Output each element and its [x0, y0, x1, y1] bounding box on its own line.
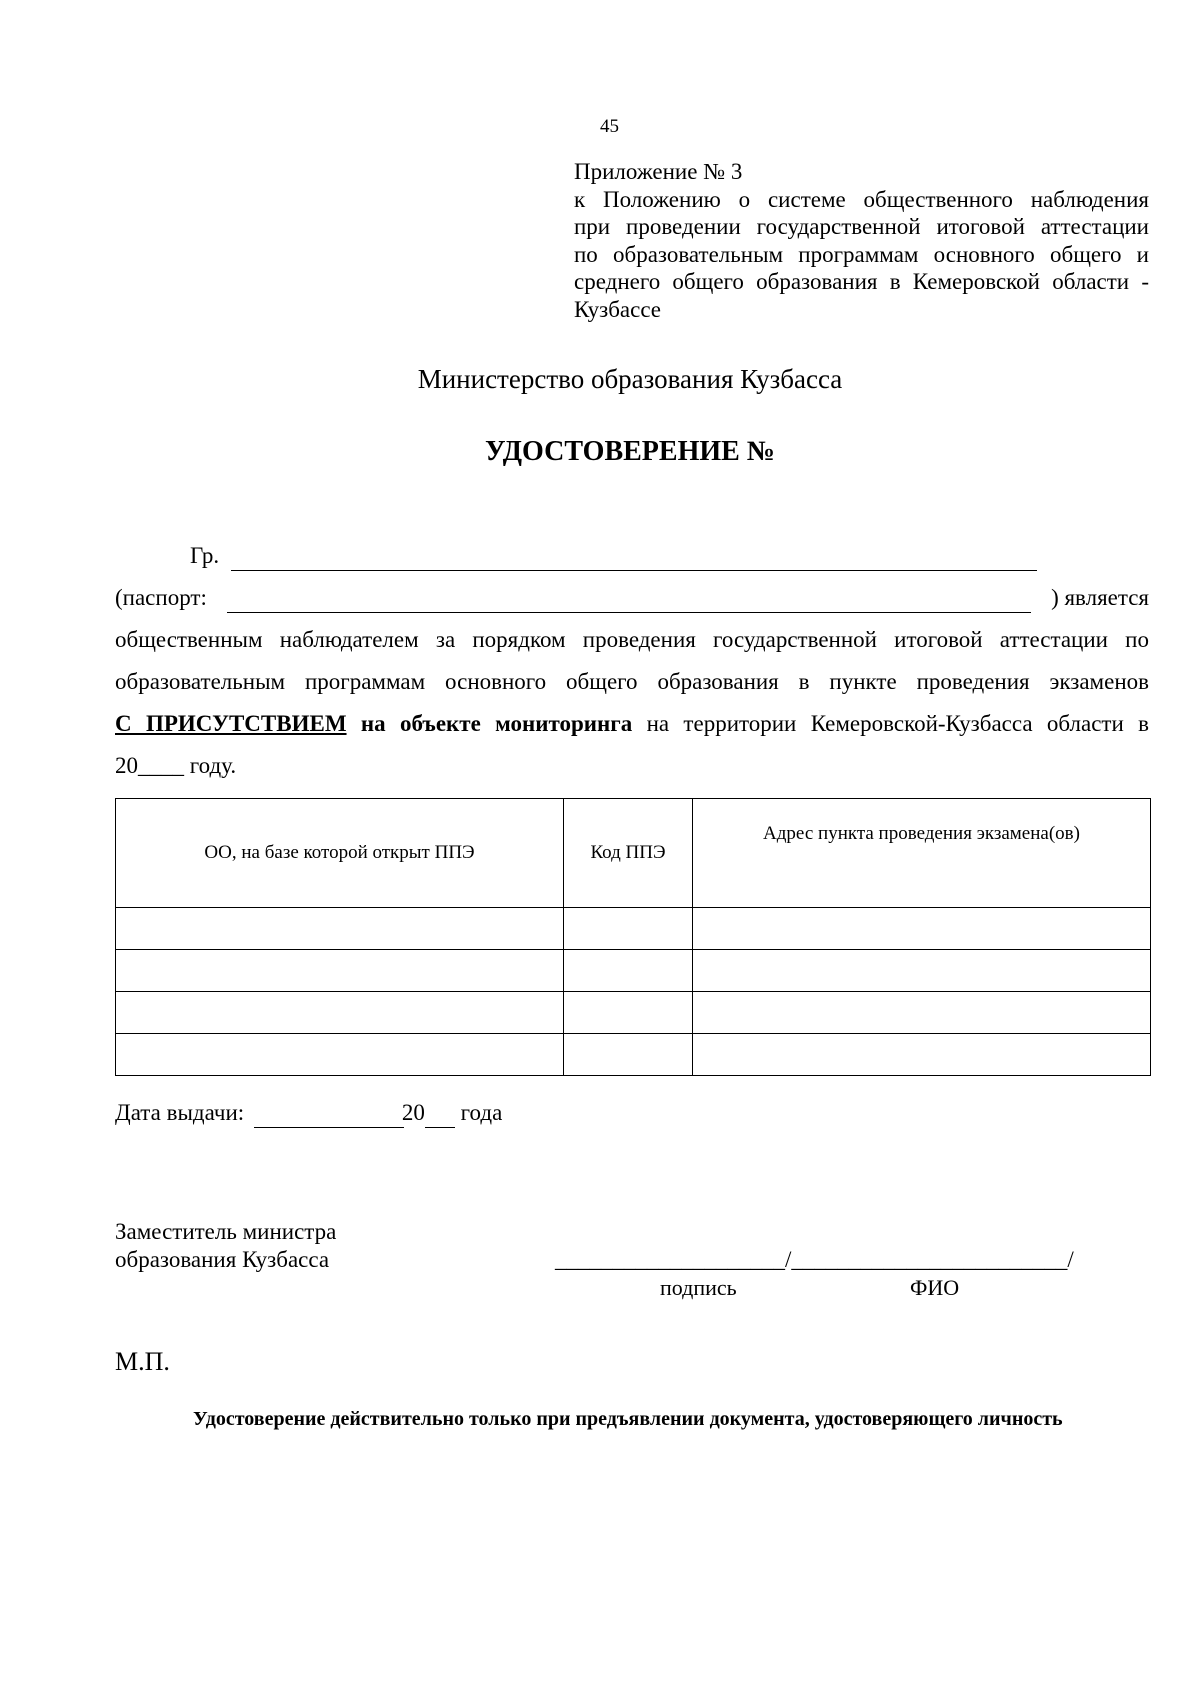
table-cell[interactable] — [116, 908, 564, 950]
body-text-line: общественным наблюдателем за порядком проведения государственной итоговой аттестации по — [115, 627, 1149, 652]
issue-date-label: Дата выдачи: — [115, 1100, 245, 1125]
passport-label: (паспорт: — [115, 585, 207, 610]
table-cell[interactable] — [564, 950, 693, 992]
appendix-reference — [574, 158, 1149, 323]
citizen-name-line — [115, 542, 1149, 571]
table-cell[interactable] — [693, 992, 1151, 1034]
table-row — [116, 908, 1151, 950]
issue-date-suffix: года — [460, 1100, 503, 1125]
table-cell[interactable] — [116, 950, 564, 992]
certificate-title: УДОСТОВЕРЕНИЕ № — [485, 436, 775, 467]
table-cell[interactable] — [564, 992, 693, 1034]
table-header-cell: Код ППЭ — [564, 799, 693, 908]
full-name-caption: ФИО — [910, 1275, 960, 1300]
issue-date-line — [115, 1099, 715, 1128]
table-cell[interactable] — [116, 1034, 564, 1076]
table-header-row — [116, 799, 1151, 908]
appendix-line: Приложение № 3 — [574, 159, 743, 184]
citizen-name-blank[interactable] — [231, 542, 1037, 571]
is-label: ) является — [1051, 585, 1149, 610]
signature-caption: подпись — [660, 1275, 737, 1300]
appendix-line: к Положению о системе общественного наблюдения — [574, 186, 1149, 212]
validity-note — [115, 1406, 1075, 1432]
table-cell[interactable] — [693, 908, 1151, 950]
table-row — [116, 1034, 1151, 1076]
body-text-line — [115, 710, 1149, 738]
table-cell[interactable] — [693, 950, 1151, 992]
signatory-position-line: Заместитель министра — [115, 1219, 337, 1244]
table-row — [116, 950, 1151, 992]
page-number: 45 — [600, 116, 619, 137]
signature-blank-line[interactable]: ____________________/________________________/ — [555, 1247, 1074, 1272]
body-text-rest: на территории Кемеровской-Кузбасса области в — [646, 711, 1149, 736]
monitoring-emphasis: на объекте мониторинга — [360, 711, 633, 736]
citizen-label: Гр. — [190, 543, 220, 568]
table-cell[interactable] — [564, 908, 693, 950]
appendix-line: среднего общего образования в Кемеровской области - — [574, 269, 1149, 294]
exam-point-table — [115, 798, 1151, 1076]
table-header-cell: Адрес пункта проведения экзамена(ов) — [693, 799, 1151, 908]
appendix-line: Кузбассе — [574, 296, 662, 322]
validity-note-text: Удостоверение действительно только при предъявлении документа, удостоверяющего личность — [193, 1408, 1063, 1430]
appendix-line: при проведении государственной итоговой аттестации — [574, 214, 1149, 239]
appendix-line: по образовательным программам основного общего и — [574, 241, 1149, 267]
table-cell[interactable] — [564, 1034, 693, 1076]
ministry-name: Министерство образования Кузбасса — [417, 364, 843, 394]
stamp-place: М.П. — [115, 1347, 170, 1376]
issue-year-blank[interactable] — [425, 1099, 455, 1128]
body-text-line: образовательным программам основного общего образования в пункте проведения экзаменов — [115, 669, 1149, 694]
table-cell[interactable] — [693, 1034, 1151, 1076]
presence-emphasis: С ПРИСУТСТВИЕМ — [115, 711, 347, 736]
year-line: 20____ году. — [115, 753, 237, 778]
table-row — [116, 992, 1151, 1034]
passport-line — [115, 584, 1149, 613]
issue-date-century: 20 — [401, 1100, 425, 1125]
table-cell[interactable] — [116, 992, 564, 1034]
signatory-position — [115, 1218, 515, 1274]
issue-date-blank[interactable] — [254, 1099, 404, 1128]
signatory-position-line: образования Кузбасса — [115, 1247, 330, 1272]
table-header-cell: ОО, на базе которой открыт ППЭ — [116, 799, 564, 908]
passport-blank[interactable] — [227, 584, 1031, 613]
